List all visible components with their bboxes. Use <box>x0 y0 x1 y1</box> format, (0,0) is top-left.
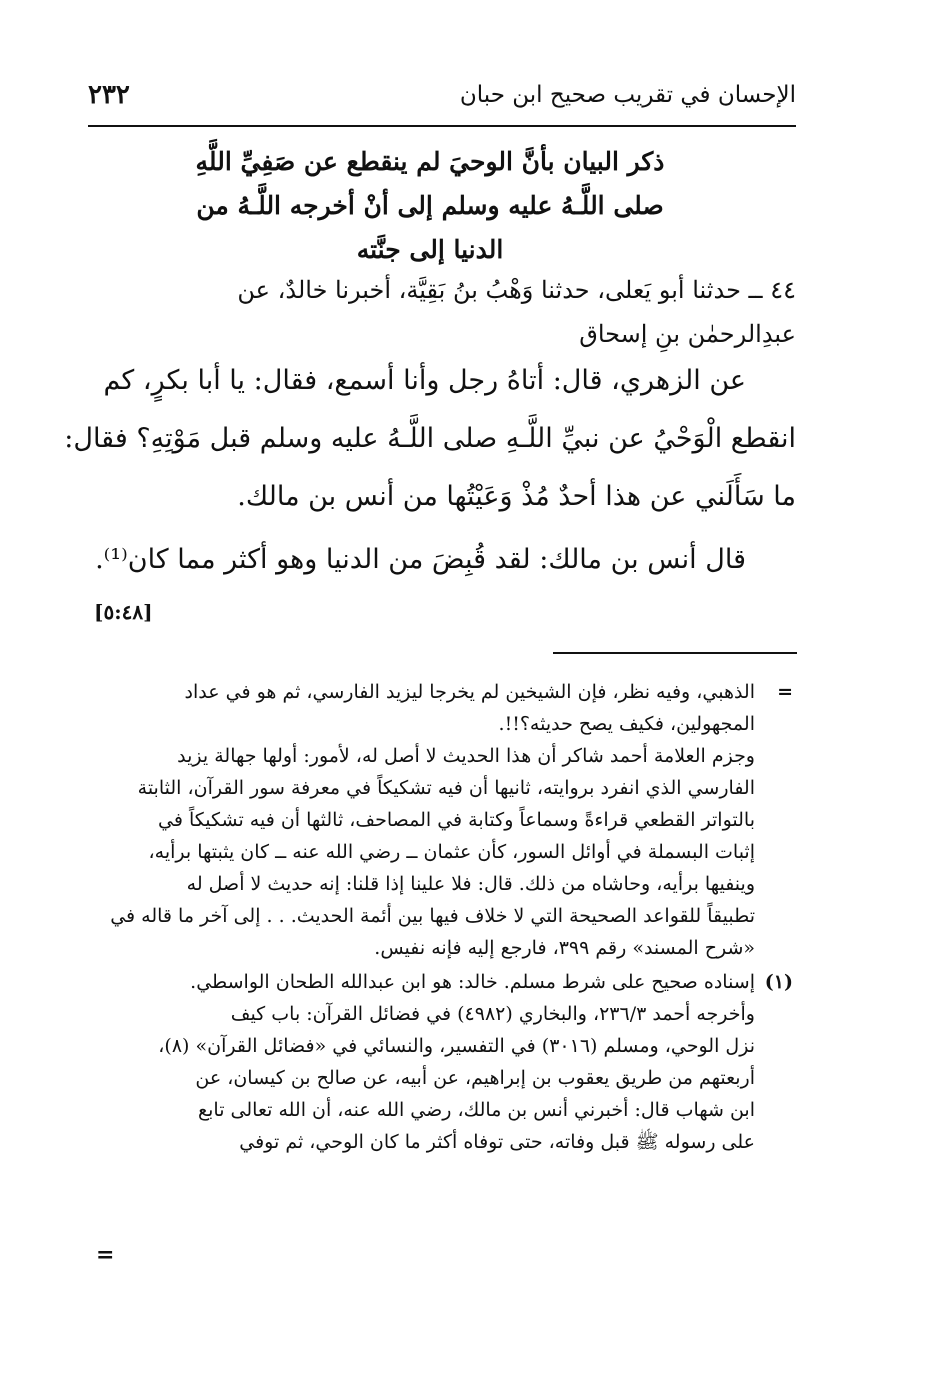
hadith-chain-of-narration <box>88 268 796 356</box>
page-header <box>88 80 796 122</box>
footnote-line: أربعتهم من طريق يعقوب بن إبراهيم، عن أبيه، عن صالح بن كيسان، عن <box>195 1067 755 1089</box>
footnote-1-marker: (١) <box>764 971 793 993</box>
footnote-line: بالتواتر القطعي قراءةً وسماعاً وكتابة في المصاحف، ثالثها أن فيه تشكيكاً في <box>158 809 755 831</box>
hadith-text <box>64 352 796 526</box>
continues-next-page-marker: = <box>96 1242 115 1268</box>
hadith-chain-line: عبدِالرحمٰن بنِ إسحاق <box>579 320 796 348</box>
page-number: ٢٣٢ <box>88 80 130 110</box>
footnote-line: ابن شهاب قال: أخبرني أنس بن مالك، رضي الله عنه، أن الله تعالى تابع <box>198 1099 755 1121</box>
chapter-heading-line: صلى اللَّـهُ عليه وسلم إلى أنْ أخرجه اللَّـهُ من <box>196 191 664 220</box>
hadith-chain-line: ٤٤ ــ حدثنا أبو يَعلى، حدثنا وَهْبُ بنُ بَقِيَّة، أخبرنا خالدٌ، عن <box>237 276 796 304</box>
chapter-heading <box>150 140 710 272</box>
footnote-line: نزل الوحي، ومسلم (٣٠١٦) في التفسير، والنسائي في «فضائل القرآن» (٨)، <box>158 1035 755 1057</box>
footnote-continued <box>95 676 795 740</box>
footnote-line: «شرح المسند» رقم ٣٩٩، فارجع إليه فإنه نفيس. <box>374 937 755 959</box>
continuation-marker: = <box>777 681 793 703</box>
hadith-text-line: انقطع الْوَحْيُ عن نبيِّ اللَّـهِ صلى اللَّـهُ عليه وسلم قبل مَوْتِهِ؟ فقال: <box>64 423 796 454</box>
footnote-line: الفارسي الذي انفرد بروايته، ثانيها أن فيه تشكيكاً في معرفة سور القرآن، الثابتة <box>137 777 755 799</box>
footnote-line: وجزم العلامة أحمد شاكر أن هذا الحديث لا أصل له، لأمور: أولها جهالة يزيد <box>177 745 755 767</box>
footnote-separator <box>553 652 797 654</box>
footnote-shakir-paragraph <box>95 740 795 964</box>
header-rule <box>88 125 796 127</box>
footnote-line: إثبات البسملة في أوائل السور، كأن عثمان ــ رضي الله عنه ــ كان يثبتها برأيه، <box>148 841 755 863</box>
hadith-text-line: عن الزهري، قال: أتاهُ رجل وأنا أسمع، فقال: يا أبا بكرٍ، كم <box>103 365 746 396</box>
footnote-line: تطبيقاً للقواعد الصحيحة التي لا خلاف فيها بين أئمة الحديث. . . إلى آخر ما قاله في <box>110 905 755 927</box>
footnotes <box>95 676 795 1158</box>
footnote-line: على رسوله ﷺ قبل وفاته، حتى توفاه أكثر ما كان الوحي، ثم توفي <box>239 1131 755 1153</box>
chapter-heading-line: ذكر البيان بأنَّ الوحيَ لم ينقطع عن صَفِيِّ اللَّهِ <box>195 147 665 176</box>
footnote-line: وينفيها برأيه، وحاشاه من ذلك. قال: فلا علينا إذا قلنا: إنه حديث لا أصل له <box>186 873 755 895</box>
footnote-line: المجهولين، فكيف يصح حديثه؟!!. <box>498 713 755 735</box>
hadith-closing-line: قال أنس بن مالك: لقد قُبِضَ من الدنيا وهو أكثر مما كان⁽¹⁾. <box>95 544 746 575</box>
footnote-line: الذهبي، وفيه نظر، فإن الشيخين لم يخرجا ليزيد الفارسي، ثم هو في عداد <box>184 681 755 703</box>
hadith-text-line: ما سَأَلَني عن هذا أحدٌ مُذْ وَعَيْتُها من أنس بن مالك. <box>237 481 796 512</box>
footnote-line: إسناده صحيح على شرط مسلم. خالد: هو ابن عبدالله الطحان الواسطي. <box>190 971 755 993</box>
hadith-closing-statement <box>88 535 796 585</box>
footnote-1 <box>95 966 795 1158</box>
running-title: الإحسان في تقريب صحيح ابن حبان <box>459 82 796 108</box>
chapter-heading-line: الدنيا إلى جنَّته <box>356 235 504 264</box>
hadith-reference: [٥:٤٨] <box>94 600 153 624</box>
footnote-line: وأخرجه أحمد ٢٣٦/٣، والبخاري (٤٩٨٢) في فضائل القرآن: باب كيف <box>230 1003 755 1025</box>
